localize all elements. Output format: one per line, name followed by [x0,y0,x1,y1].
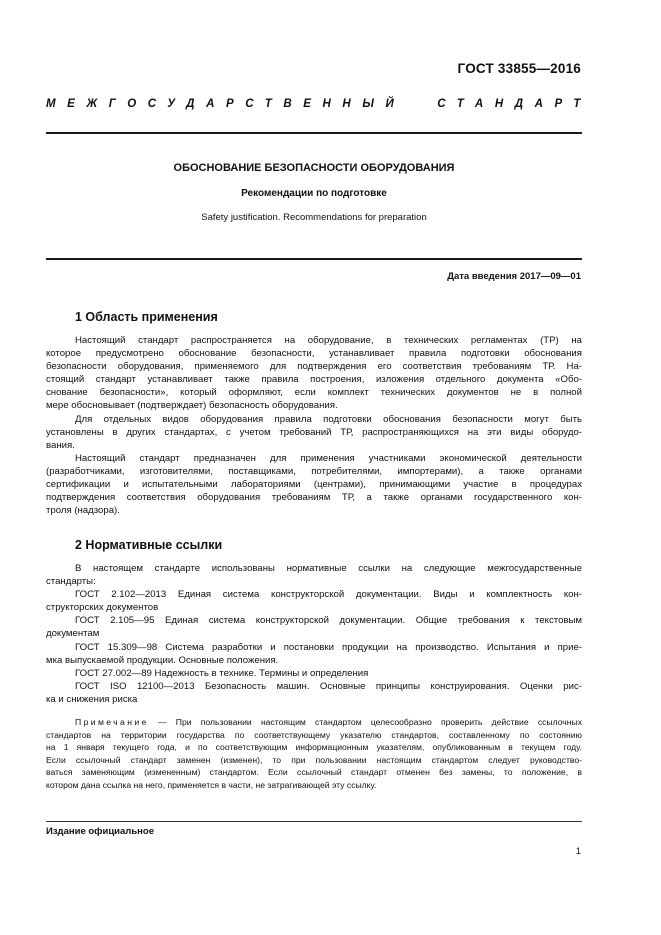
title-divider [46,258,582,260]
reference-line: ГОСТ 15.309—98 Система разработки и постановки продукции на производство. Испытания и прие- [75,641,582,653]
text-line: установлены в других стандартах, с учетом требований ТР, распространяющихся на эти виды оборудо- [46,426,582,438]
text-line: снование безопасности», который оформляют, если комплект технических документов не в полной [46,387,582,399]
text-line: безопасности оборудования, применяемого для подтверждения его соответствия требованиям ТР. На- [46,361,582,373]
standard-type-word1: МЕЖГОСУДАРСТВЕННЫЙ [46,98,406,110]
note-line: стандартов на территории государства по соответствующему указателю стандартов, составленному по состоянию [46,729,582,740]
document-subtitle: Рекомендации по подготовке [241,188,387,199]
note-line: на 1 января текущего года, и по соответствующим информационным указателям, опубликованным в текущем году. [46,742,582,753]
note-line: Если ссылочный стандарт заменен (изменен), то при пользовании настоящим стандартом следует руководство- [46,754,582,765]
reference-line: мка выпускаемой продукции. Основные положения. [46,654,279,666]
page-number: 1 [575,846,581,857]
footer-divider [46,821,582,822]
text-line: Настоящий стандарт распространяется на оборудование, в технических регламентах (ТР) на [75,335,582,346]
edition-label: Издание официальное [46,826,154,837]
text-line: стоящий стандарт устанавливает также правила построения, изложения отдельного документа «Обо- [46,374,582,386]
section-heading-scope: 1 Область применения [75,310,218,324]
text-line: мере обосновывает (подтверждает) безопасность оборудования. [46,400,338,412]
standard-type [46,98,592,114]
text-line: троля (надзора). [46,505,120,517]
note-line [46,716,582,729]
header-divider [46,132,582,134]
text-line: стандарты: [46,576,96,588]
text-line: В настоящем стандарте использованы нормативные ссылки на следующие межгосударственные [75,563,582,574]
note-line: ваться заменяющим (измененным) стандартом. Если ссылочный стандарт отменен без замены, то положение, в [46,767,582,778]
english-title: Safety justification. Recommendations for preparation [201,212,427,223]
gost-number: ГОСТ 33855—2016 [457,61,581,76]
text-line: Для отдельных видов оборудования правила подготовки обоснования безопасности могут быть [75,413,582,425]
standard-type-word2: СТАНДАРТ [437,98,592,110]
text-line: Настоящий стандарт предназначен для применения участниками экономической деятельности [75,452,582,464]
note-line: котором дана ссылка на него, применяется в части, не затрагивающей эту ссылку. [46,779,377,790]
document-title: ОБОСНОВАНИЕ БЕЗОПАСНОСТИ ОБОРУДОВАНИЯ [173,162,455,174]
note-label: Примечание [75,717,149,727]
text-line: вания. [46,439,75,451]
reference-line: ГОСТ 2.102—2013 Единая система конструкторской документации. Виды и комплектность кон- [75,589,582,601]
reference-line: документам [46,628,100,640]
reference-line: ГОСТ ISO 12100—2013 Безопасность машин. Основные принципы конструирования. Оценки рис- [75,680,582,692]
note-text: — При пользовании настоящим стандартом целесообразно проверить действие ссылочных [148,717,582,727]
note-block [46,716,582,792]
text-line: (разработчиками, изготовителями, поставщиками, потребителями, импортерами), а также органами [46,465,582,477]
reference-line: структорских документов [46,602,159,614]
section-references-text [46,562,582,706]
reference-line: ГОСТ 27.002—89 Надежность в технике. Термины и определения [75,667,369,679]
text-line: сертификации и испытательными лабораториями (центрами), принимающими участие в процедурах [46,479,582,491]
introduction-date: Дата введения 2017—09—01 [447,271,581,282]
reference-line: ка и снижения риска [46,693,138,705]
text-line: которое предусмотрено обоснование безопасности, устанавливает правила подготовки обоснования [46,348,582,360]
section-heading-references: 2 Нормативные ссылки [75,538,223,552]
text-line: подтверждения соответствия оборудования требованиям ТР, а также органами государственного кон- [46,492,582,504]
reference-line: ГОСТ 2.105—95 Единая система конструкторской документации. Общие требования к текстовым [75,615,582,627]
section-scope-text [46,334,582,517]
